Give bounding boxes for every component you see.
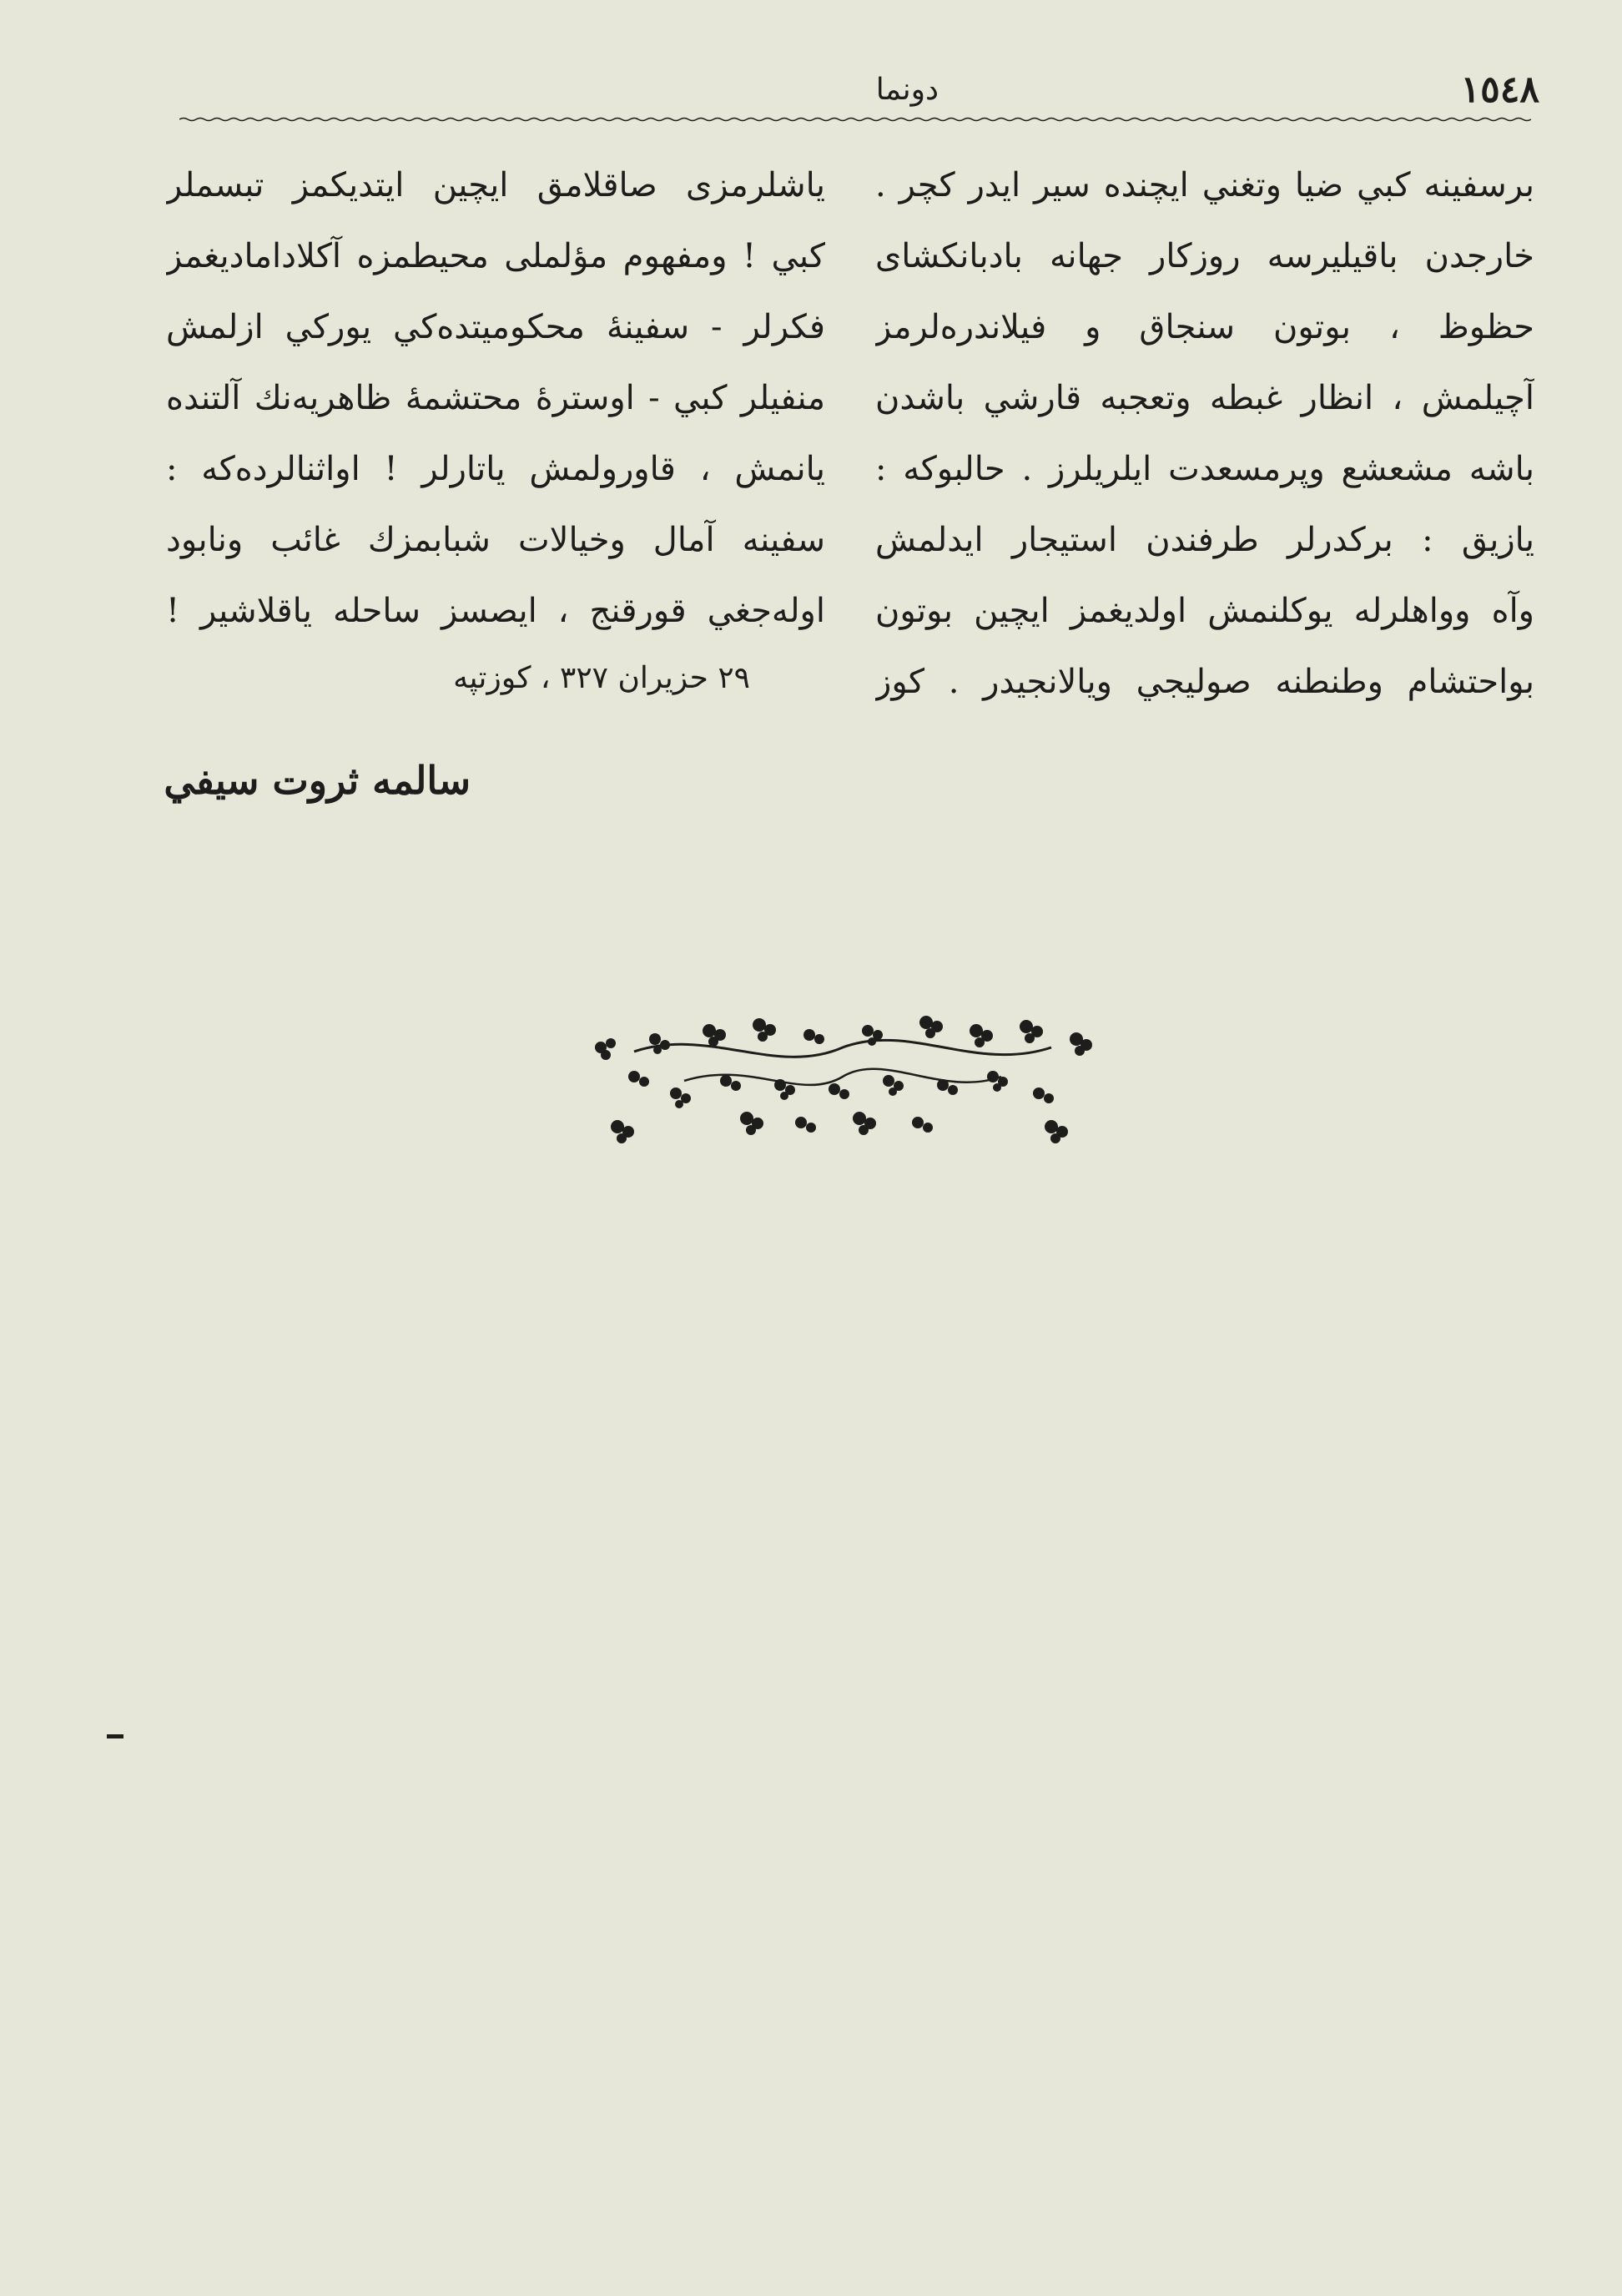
text-line: فكرلر - سفينهٔ محكوميتده‌كي يوركي ازلمش: [166, 308, 825, 346]
text-line: كبي ! ومفهوم مؤلملى محيطمزه آكلادامادیغمز: [166, 237, 825, 275]
text-line: يازيق : بركدرلر طرفندن استيجار ايدلمش: [875, 521, 1534, 559]
floral-ornament: [584, 1002, 1101, 1160]
right-text-column: [875, 150, 1534, 718]
text-line: خارجدن باقيليرسه روزكار جهانه بادبانكشاى: [875, 237, 1534, 275]
author-signature: سالمه ثروت سيفي: [164, 758, 471, 803]
page-number: ١٥٤٨: [1460, 68, 1539, 111]
text-line: ياشلرمزى صاقلامق ايچين ايتديكمز تبسملر: [166, 166, 825, 204]
dateline: ٢٩ حزيران ٣٢٧ ، كوزتپه: [453, 661, 750, 695]
left-text-column: [166, 150, 825, 647]
text-line: بواحتشام وطنطنه صوليجي ويالانجيدر . كوز: [875, 663, 1534, 701]
text-line: منفيلر كبي - اوسترهٔ محتشمهٔ ظاهريه‌نك آلتنده: [166, 379, 825, 417]
text-line: يانمش ، قاورولمش ياتارلر ! اواثنالرده‌كه :: [166, 450, 825, 488]
text-line: آچيلمش ، انظار غبطه وتعجبه قارشي باشدن: [875, 379, 1534, 417]
header-wavy-rule: [179, 117, 1531, 122]
text-line: وآه وواهلرله يوكلنمش اولديغمز ايچين بوتون: [875, 592, 1534, 630]
text-line: سفينه آمال وخيالات شبابمزك غائب ونابود: [166, 521, 825, 559]
margin-mark: [107, 1734, 123, 1738]
text-line: باشه مشعشع وپرمسعدت ايلريلرز . حالبوكه :: [875, 450, 1534, 488]
text-line: اوله‌جغي قورقنج ، ايصسز ساحله ياقلاشير !: [166, 592, 825, 630]
journal-title: دونما: [875, 73, 939, 107]
text-line: برسفينه كبي ضيا وتغني ايچنده سير ايدر كچر .: [875, 166, 1534, 204]
page-header: [179, 65, 1539, 124]
text-line: حظوظ ، بوتون سنجاق و فيلاندره‌لرمز: [875, 308, 1534, 346]
